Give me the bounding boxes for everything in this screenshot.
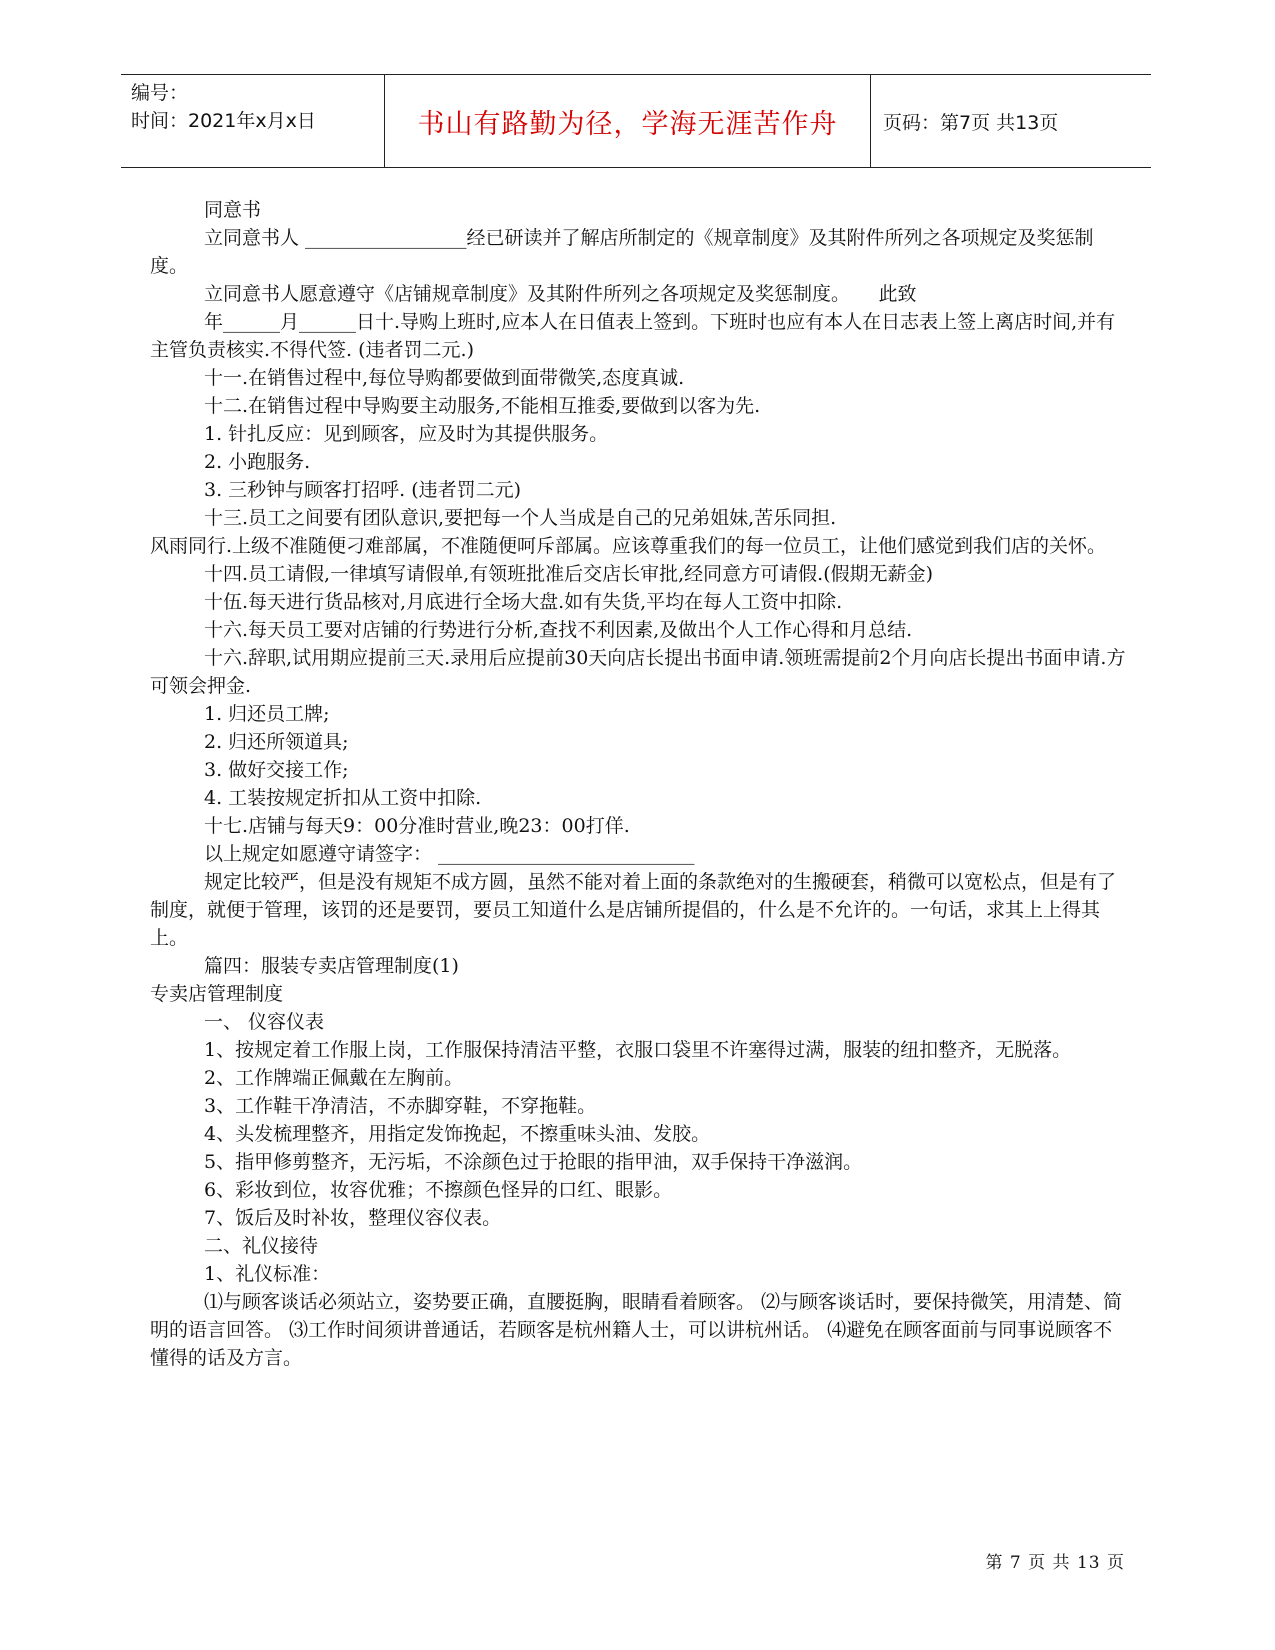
paragraph: 规定比较严，但是没有规矩不成方圆，虽然不能对着上面的条款绝对的生搬硬套，稍微可以宽松点，但是有了制度，就便于管理，该罚的还是要罚，要员工知道什么是店铺所提倡的，什么是不允许的。一句话，求其上上得其上。 — [150, 871, 1117, 949]
paragraph: 十六.每天员工要对店铺的行势进行分析,查找不利因素,及做出个人工作心得和月总结. — [204, 619, 913, 641]
document-number-label: 编号： — [131, 82, 189, 104]
paragraph: 十一.在销售过程中,每位导购都要做到面带微笑,态度真诚. — [204, 367, 685, 389]
paragraph: 4、头发梳理整齐，用指定发饰挽起，不擦重味头油、发胶。 — [204, 1123, 711, 1145]
paragraph: 1. 针扎反应：见到顾客，应及时为其提供服务。 — [204, 423, 609, 445]
paragraph: 篇四：服装专卖店管理制度(1) — [204, 955, 459, 977]
paragraph: 2、工作牌端正佩戴在左胸前。 — [204, 1067, 464, 1089]
paragraph: 3. 做好交接工作; — [204, 759, 349, 781]
header-left-cell — [121, 75, 385, 167]
paragraph: 1. 归还员工牌; — [204, 703, 330, 725]
header-motto: 书山有路勤为径，学海无涯苦作舟 — [385, 75, 871, 167]
paragraph: 2. 小跑服务. — [204, 451, 311, 473]
paragraph: 十六.辞职,试用期应提前三天.录用后应提前30天向店长提出书面申请.领班需提前2个月向店长提出书面申请.方可领会押金. — [150, 647, 1126, 697]
paragraph: 3、工作鞋干净清洁，不赤脚穿鞋，不穿拖鞋。 — [204, 1095, 597, 1117]
paragraph: 3. 三秒钟与顾客打招呼. (违者罚二元) — [204, 479, 522, 501]
paragraph: 一、 仪容仪表 — [204, 1011, 325, 1033]
paragraph: 十七.店铺与每天9：00分准时营业,晚23：00打佯. — [204, 815, 630, 837]
paragraph: 1、按规定着工作服上岗，工作服保持清洁平整，衣服口袋里不许塞得过满，服装的纽扣整齐，无脱落。 — [204, 1039, 1072, 1061]
paragraph: 立同意书人愿意遵守《店铺规章制度》及其附件所列之各项规定及奖惩制度。 此致 — [204, 283, 917, 305]
page-header — [121, 74, 1151, 168]
paragraph: 专卖店管理制度 — [150, 983, 284, 1005]
paragraph: 风雨同行.上级不准随便刁难部属，不准随便呵斥部属。应该尊重我们的每一位员工，让他们感觉到我们店的关怀。 — [150, 535, 1107, 557]
document-time-label: 时间：2021年x月x日 — [131, 110, 316, 132]
page-footer-number: 第 7 页 共 13 页 — [985, 1553, 1125, 1573]
paragraph: 5、指甲修剪整齐，无污垢，不涂颜色过于抢眼的指甲油，双手保持干净滋润。 — [204, 1151, 863, 1173]
paragraph: 十四.员工请假,一律填写请假单,有领班批准后交店长审批,经同意方可请假.(假期无薪金) — [204, 563, 934, 585]
paragraph: 6、彩妆到位，妆容优雅；不擦颜色怪异的口红、眼影。 — [204, 1179, 673, 1201]
paragraph: 4. 工装按规定折扣从工资中扣除. — [204, 787, 482, 809]
paragraph: 十二.在销售过程中导购要主动服务,不能相互推委,要做到以客为先. — [204, 395, 761, 417]
header-page-label: 页码：第7页 共13页 — [883, 111, 1059, 134]
paragraph: 同意书 — [204, 199, 262, 221]
paragraph: 7、饭后及时补妆，整理仪容仪表。 — [204, 1207, 502, 1229]
paragraph: ⑴与顾客谈话必须站立，姿势要正确，直腰挺胸，眼睛看着顾客。 ⑵与顾客谈话时，要保持微笑，用清楚、简明的语言回答。 ⑶工作时间须讲普通话，若顾客是杭州籍人士，可以讲杭州话。 ⑷避免在顾客面前与同事说顾客不懂得的话及方言。 — [150, 1291, 1123, 1369]
paragraph: 以上规定如愿遵守请签字： ___________________________ — [204, 843, 695, 865]
paragraph: 2. 归还所领道具; — [204, 731, 349, 753]
paragraph: 十三.员工之间要有团队意识,要把每一个人当成是自己的兄弟姐妹,苦乐同担. — [204, 507, 837, 529]
paragraph: 立同意书人 _________________经已研读并了解店所制定的《规章制度》及其附件所列之各项规定及奖惩制度。 — [150, 227, 1094, 277]
paragraph: 年______月______日十.导购上班时,应本人在日值表上签到。下班时也应有本人在日志表上签上离店时间,并有主管负责核实.不得代签. (违者罚二元.) — [150, 311, 1116, 361]
document-body — [150, 196, 1128, 1372]
paragraph: 十伍.每天进行货品核对,月底进行全场大盘.如有失货,平均在每人工资中扣除. — [204, 591, 843, 613]
paragraph: 1、礼仪标准： — [204, 1263, 331, 1285]
paragraph: 二、礼仪接待 — [204, 1235, 319, 1257]
